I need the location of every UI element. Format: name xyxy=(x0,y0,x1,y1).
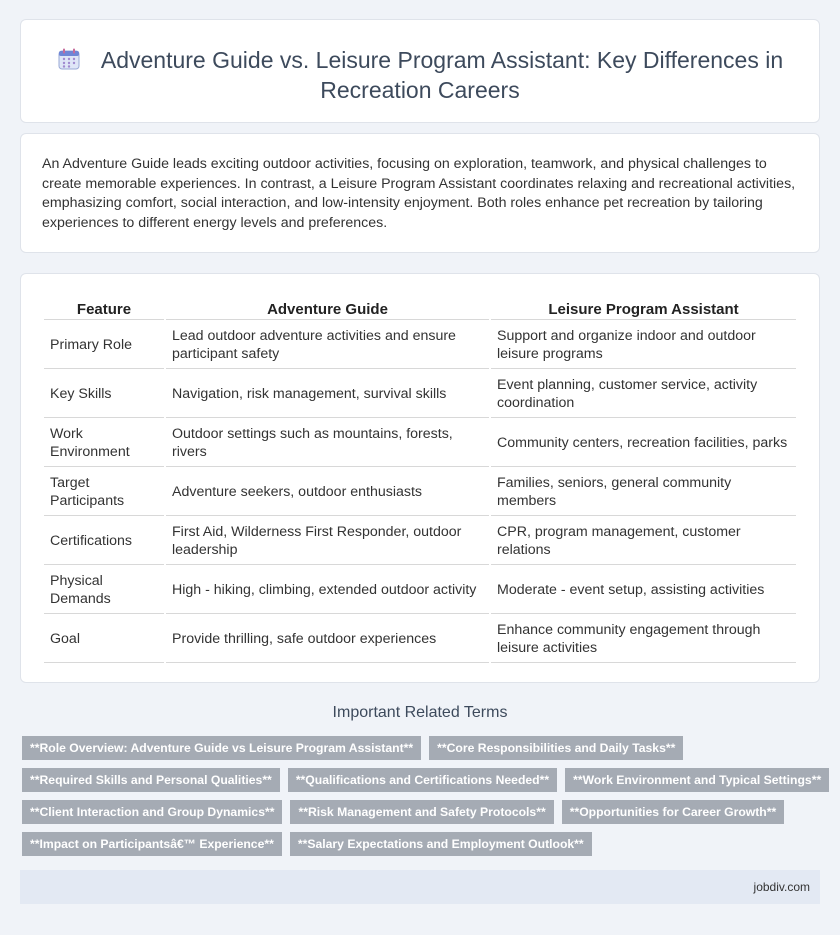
table-row xyxy=(44,566,796,614)
title-card xyxy=(20,19,820,123)
intro-paragraph: An Adventure Guide leads exciting outdoor activities, focusing on exploration, teamwork, and physical challenges to create memorable experiences. In contrast, a Leisure Program Assistant coordinates relaxing and recreational activities, emphasizing comfort, social interaction, and low-intensity enjoyment. Both roles enhance pet recreation by tailoring experiences to different energy levels and preferences. xyxy=(42,156,796,231)
tag-row xyxy=(22,736,822,760)
cell-feature: Key Skills xyxy=(44,370,164,418)
table-row xyxy=(44,468,796,516)
cell-feature: Target Participants xyxy=(44,468,164,516)
related-terms-heading: Important Related Terms xyxy=(332,704,508,721)
comparison-table xyxy=(42,296,798,664)
related-term-tag[interactable]: **Impact on Participantsâ€™ Experience** xyxy=(22,832,282,856)
table-row xyxy=(44,370,796,418)
related-term-tag[interactable]: **Core Responsibilities and Daily Tasks** xyxy=(429,736,683,760)
cell-feature: Primary Role xyxy=(44,321,164,369)
related-term-tag[interactable]: **Required Skills and Personal Qualities** xyxy=(22,768,280,792)
cell-adventure-guide: First Aid, Wilderness First Responder, outdoor leadership xyxy=(166,517,489,565)
cell-leisure-assistant: Event planning, customer service, activity coordination xyxy=(491,370,796,418)
cell-feature: Certifications xyxy=(44,517,164,565)
related-term-tag[interactable]: **Qualifications and Certifications Needed** xyxy=(288,768,557,792)
table-row xyxy=(44,517,796,565)
cell-feature: Work Environment xyxy=(44,419,164,467)
cell-leisure-assistant: Support and organize indoor and outdoor leisure programs xyxy=(491,321,796,369)
cell-feature: Physical Demands xyxy=(44,566,164,614)
cell-leisure-assistant: CPR, program management, customer relations xyxy=(491,517,796,565)
related-term-tag[interactable]: **Risk Management and Safety Protocols** xyxy=(290,800,553,824)
page-title-wrap xyxy=(21,45,819,105)
cell-adventure-guide: High - hiking, climbing, extended outdoor activity xyxy=(166,566,489,614)
cell-adventure-guide: Navigation, risk management, survival skills xyxy=(166,370,489,418)
table-header-row xyxy=(44,297,796,320)
related-term-tag[interactable]: **Client Interaction and Group Dynamics** xyxy=(22,800,282,824)
tag-row xyxy=(22,832,822,856)
related-term-tag[interactable]: **Work Environment and Typical Settings** xyxy=(565,768,829,792)
cell-adventure-guide: Provide thrilling, safe outdoor experiences xyxy=(166,615,489,663)
cell-leisure-assistant: Families, seniors, general community members xyxy=(491,468,796,516)
footer xyxy=(20,870,820,904)
intro-card xyxy=(20,133,820,253)
related-term-tag[interactable]: **Role Overview: Adventure Guide vs Leisure Program Assistant** xyxy=(22,736,421,760)
comparison-card xyxy=(20,273,820,683)
cell-leisure-assistant: Community centers, recreation facilities, parks xyxy=(491,419,796,467)
header-leisure-program-assistant: Leisure Program Assistant xyxy=(491,297,796,320)
table-row xyxy=(44,321,796,369)
cell-feature: Goal xyxy=(44,615,164,663)
footer-site-link[interactable]: jobdiv.com xyxy=(753,880,810,894)
calendar-icon xyxy=(57,47,81,71)
table-row xyxy=(44,615,796,663)
header-adventure-guide: Adventure Guide xyxy=(166,297,489,320)
tag-row xyxy=(22,768,822,792)
cell-leisure-assistant: Moderate - event setup, assisting activities xyxy=(491,566,796,614)
tag-row xyxy=(22,800,822,824)
related-term-tag[interactable]: **Salary Expectations and Employment Outlook** xyxy=(290,832,592,856)
header-feature: Feature xyxy=(44,297,164,320)
related-term-tag[interactable]: **Opportunities for Career Growth** xyxy=(562,800,785,824)
cell-leisure-assistant: Enhance community engagement through leisure activities xyxy=(491,615,796,663)
page-title: Adventure Guide vs. Leisure Program Assistant: Key Differences in Recreation Careers xyxy=(100,47,784,103)
cell-adventure-guide: Lead outdoor adventure activities and ensure participant safety xyxy=(166,321,489,369)
cell-adventure-guide: Outdoor settings such as mountains, forests, rivers xyxy=(166,419,489,467)
related-terms-list xyxy=(22,736,822,864)
table-row xyxy=(44,419,796,467)
cell-adventure-guide: Adventure seekers, outdoor enthusiasts xyxy=(166,468,489,516)
